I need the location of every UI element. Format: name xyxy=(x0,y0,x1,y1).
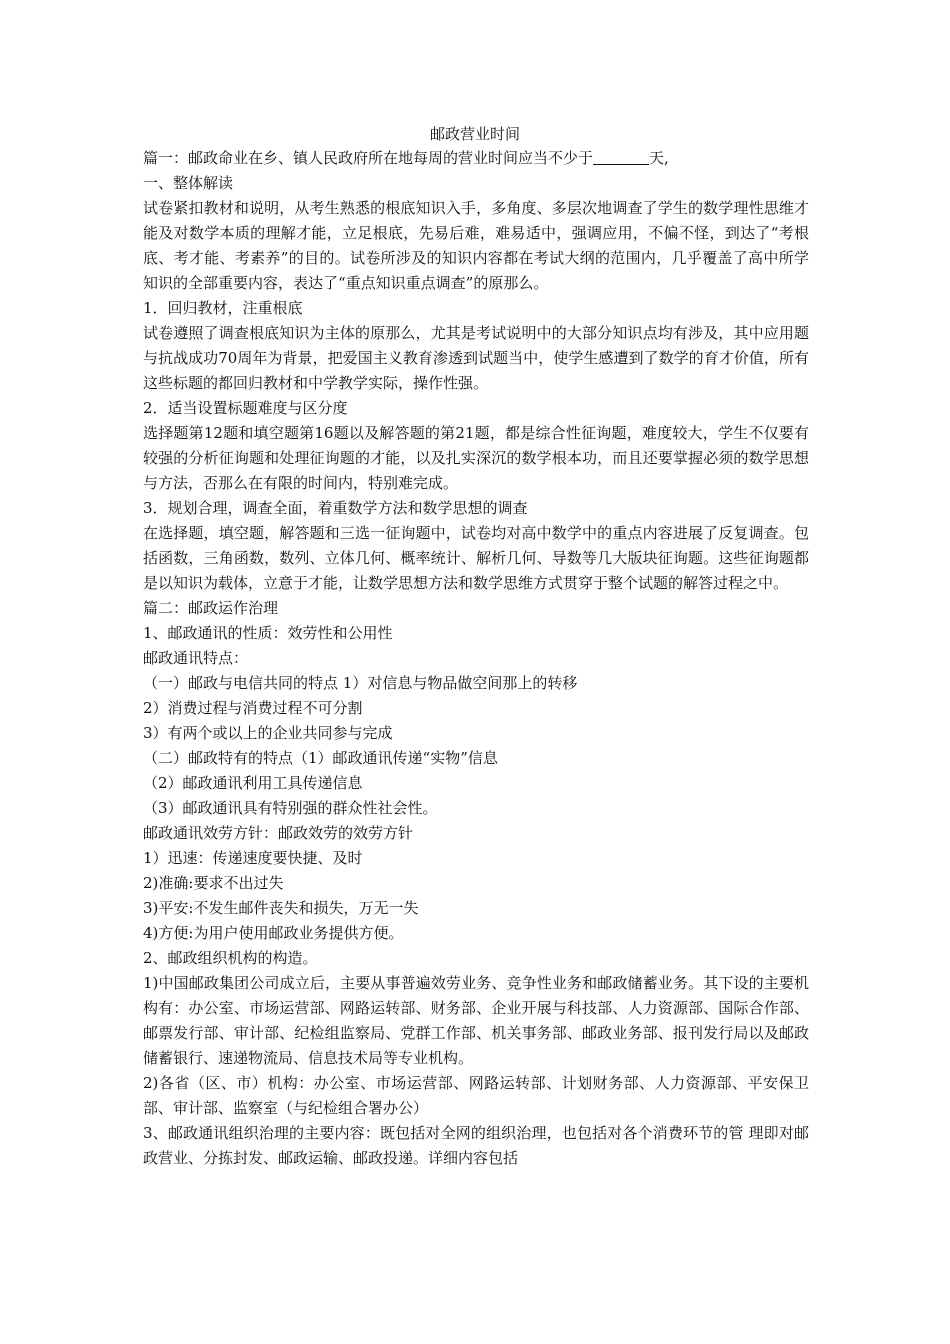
paragraph-org-1: 1)中国邮政集团公司成立后，主要从事普遍效劳业务、竞争性业务和邮政储蓄业务。其下设的主要机构有：办公室、市场运营部、网路运转部、财务部、企业开展与科技部、人力资源部、国际合作部、邮票发行部、审计部、纪检组监察局、党群工作部、机关事务部、邮政业务部、报刊发行局以及邮政储蓄银行、速递物流局、信息技术局等专业机构。 xyxy=(143,974,809,1067)
paragraph-overall: 试卷紧扣教材和说明，从考生熟悉的根底知识入手，多角度、多层次地调查了学生的数学理性思维才能及对数学本质的理解才能，立足根底，先易后难，难易适中，强调应用，不偏不怪，到达了“考根底、考才能、考素养”的目的。试卷所涉及的知识内容都在考试大纲的范围内，几乎覆盖了高中所学知识的全部重要内容，表达了“重点知识重点调查”的原那么。 xyxy=(143,199,809,292)
text-line: 邮政通讯特点： xyxy=(143,649,249,667)
text-line: 2)准确:要求不出过失 xyxy=(143,874,284,892)
section-heading-overall: 一、整体解读 xyxy=(143,174,234,192)
text-line: 邮政通讯效劳方针：邮政效劳的效劳方针 xyxy=(143,824,414,842)
paragraph-org-3: 3、邮政通讯组织治理的主要内容：既包括对全网的组织治理，也包括对各个消费环节的管 理即对邮政营业、分拣封发、邮政运输、邮政投递。详细内容包括 xyxy=(143,1124,809,1167)
text-line: （一）邮政与电信共同的特点 1）对信息与物品做空间那上的转移 xyxy=(143,674,578,692)
fill-in-blank xyxy=(593,150,649,165)
text-line: （二）邮政特有的特点（1）邮政通讯传递“实物”信息 xyxy=(143,749,498,767)
document-title: 邮政营业时间 xyxy=(429,125,520,143)
text-line: 2）消费过程与消费过程不可分割 xyxy=(143,699,363,717)
subheading-item-2: 2．适当设置标题难度与区分度 xyxy=(143,399,348,417)
text-line: 3）有两个或以上的企业共同参与完成 xyxy=(143,724,393,742)
paragraph-item-3: 在选择题，填空题，解答题和三选一征询题中，试卷均对高中数学中的重点内容进展了反复调查。包括函数，三角函数，数列、立体几何、概率统计、解析几何、导数等几大版块征询题。这些征询题都是以知识为载体，立意于才能，让数学思想方法和数学思维方式贯穿于整个试题的解答过程之中。 xyxy=(143,524,809,592)
article1-heading xyxy=(143,146,809,171)
paragraph-item-2: 选择题第12题和填空题第16题以及解答题的第21题，都是综合性征询题，难度较大，学生不仅要有较强的分析征询题和处理征询题的才能，以及扎实深沉的数学根本功，而且还要掌握必须的数学思想与方法，否那么在有限的时间内，特别难完成。 xyxy=(143,424,809,492)
paragraph-item-1: 试卷遵照了调查根底知识为主体的原那么，尤其是考试说明中的大部分知识点均有涉及，其中应用题与抗战成功70周年为背景，把爱国主义教育渗透到试题当中，使学生感遭到了数学的育才价值，所有这些标题的都回归教材和中学教学实际，操作性强。 xyxy=(143,324,809,392)
article2-heading: 篇二：邮政运作治理 xyxy=(143,599,279,617)
paragraph-org-2: 2)各省（区、市）机构：办公室、市场运营部、网路运转部、计划财务部、人力资源部、平安保卫部、审计部、监察室（与纪检组合署办公） xyxy=(143,1074,809,1117)
article1-heading-suffix: 天, xyxy=(649,149,669,167)
text-line: 2、邮政组织机构的构造。 xyxy=(143,949,318,967)
article1-heading-text: 篇一：邮政命业在乡、镇人民政府所在地每周的营业时间应当不少于 xyxy=(143,149,594,167)
text-line: 1、邮政通讯的性质：效劳性和公用性 xyxy=(143,624,393,642)
text-line: （2）邮政通讯利用工具传递信息 xyxy=(143,774,363,792)
text-line: 1）迅速：传递速度要快捷、及时 xyxy=(143,849,363,867)
document-body xyxy=(143,146,809,1171)
text-line: 4)方便:为用户使用邮政业务提供方便。 xyxy=(143,924,404,942)
text-line: 3)平安:不发生邮件丧失和损失，万无一失 xyxy=(143,899,419,917)
subheading-item-1: 1．回归教材，注重根底 xyxy=(143,299,303,317)
subheading-item-3: 3．规划合理，调查全面，着重数学方法和数学思想的调查 xyxy=(143,499,528,517)
text-line: （3）邮政通讯具有特别强的群众性社会性。 xyxy=(143,799,438,817)
